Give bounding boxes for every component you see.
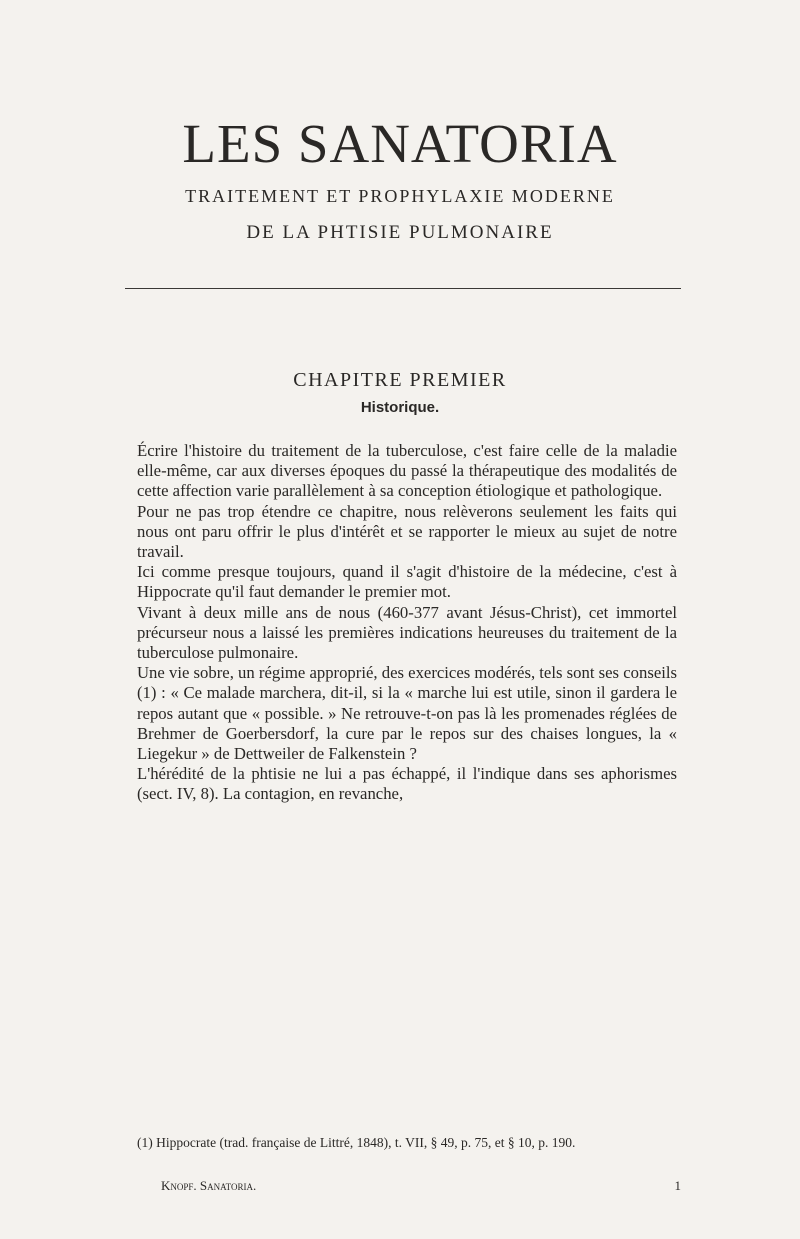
paragraph: Vivant à deux mille ans de nous (460-377 avant Jésus-Christ), cet immortel précurseur nous a laissé les premières indications heureuses du traitement de la tuberculose pulmonaire. — [137, 602, 677, 663]
book-title: LES SANATORIA — [182, 113, 618, 174]
paragraph: Ici comme presque toujours, quand il s'agit d'histoire de la médecine, c'est à Hippocrate qu'il faut demander le premier mot. — [137, 562, 677, 602]
paragraph: Écrire l'histoire du traitement de la tuberculose, c'est faire celle de la maladie elle-même, car aux diverses époques du passé la thérapeutique des modalités de cette affection varie parallèlement à sa conception étiologique et pathologique. — [137, 441, 677, 501]
subtitle-line-1: TRAITEMENT ET PROPHYLAXIE MODERNE — [185, 186, 615, 206]
signature-label: Knopf. Sanatoria. — [161, 1178, 257, 1193]
section-heading: Historique. — [360, 399, 440, 416]
title-rule — [125, 288, 681, 289]
signature-sheet-number: 1 — [674, 1178, 681, 1193]
footnote: (1) Hippocrate (trad. française de Littré, 1848), t. VII, § 49, p. 75, et § 10, p. 190. — [137, 1135, 576, 1150]
paragraph: L'hérédité de la phtisie ne lui a pas échappé, il l'indique dans ses aphorismes (sect. IV, 8). La contagion, en revanche, — [137, 764, 677, 804]
subtitle-line-2: DE LA PHTISIE PULMONAIRE — [246, 222, 554, 243]
paragraph: Pour ne pas trop étendre ce chapitre, nous relèverons seulement les faits qui nous ont paru offrir le plus d'intérêt et se rapporter le mieux au sujet de notre travail. — [137, 501, 677, 562]
paragraph: Une vie sobre, un régime approprié, des exercices modérés, tels sont ses conseils (1) : « Ce malade marchera, dit-il, si la « marche lui est utile, sinon il gardera le repos autant que « possible. » Ne retrouve-t-on pas là les promenades réglées de Brehmer de Goerbersdorf, la cure par le repos sur des chaises longues, la « Liegekur » de Dettweiler de Falkenstein ? — [137, 663, 677, 764]
body-text — [137, 441, 677, 805]
chapter-heading: CHAPITRE PREMIER — [293, 369, 507, 391]
printer-signature — [161, 1178, 681, 1194]
